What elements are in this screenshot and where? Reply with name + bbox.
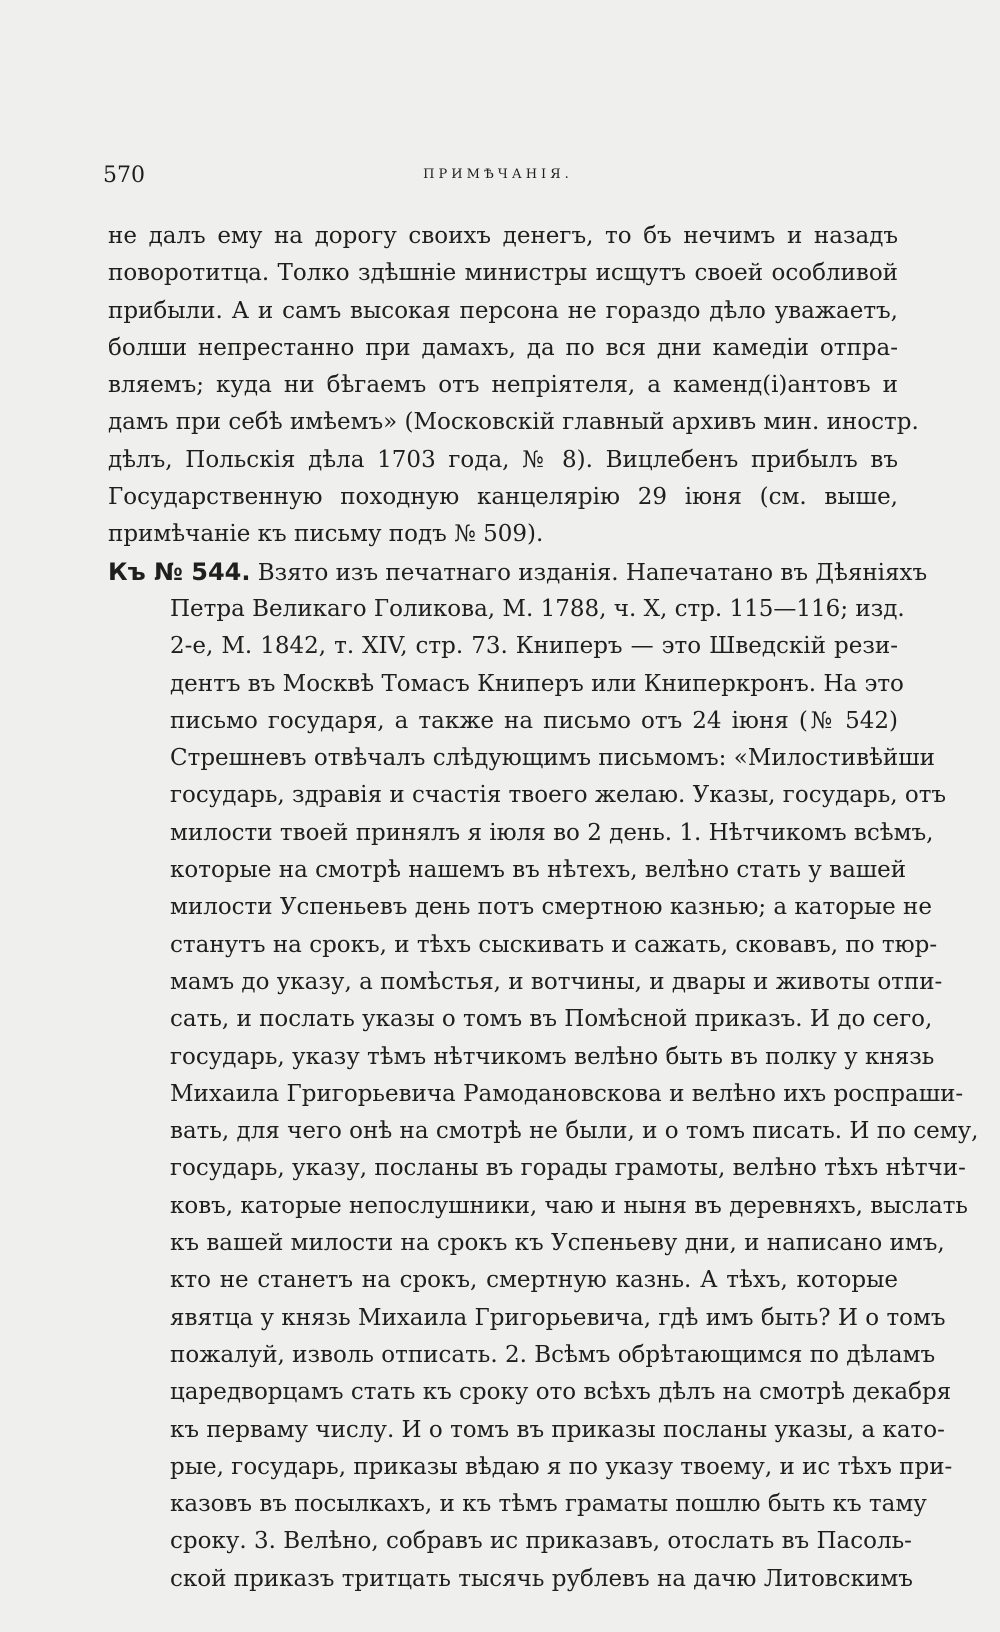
note-first-line xyxy=(108,554,928,591)
text-line: къ перваму числу. И о томъ въ приказы посланы указы, а като- xyxy=(170,1416,945,1443)
running-title: ПРИМѢЧАНІЯ. xyxy=(423,167,573,182)
text-line: пожалуй, изволь отписать. 2. Всѣмъ обрѣтающимся по дѣламъ xyxy=(170,1341,936,1368)
text-line: не далъ ему на дорогу своихъ денегъ, то бъ нечимъ и назадъ xyxy=(108,223,898,249)
text-line: Взято изъ печатнаго изданія. Напечатано въ Дѣяніяхъ xyxy=(257,559,928,586)
text-line: ской приказъ тритцать тысячь рублевъ на дачю Литовскимъ xyxy=(170,1565,913,1592)
note-544 xyxy=(108,554,979,1598)
text-line: сать, и послать указы о томъ въ Помѣсной приказъ. И до сего, xyxy=(170,1006,933,1033)
text-line: къ вашей милости на срокъ къ Успеньеву дни, и написано имъ, xyxy=(170,1230,945,1257)
note-marker: Къ № 544. xyxy=(108,557,251,586)
text-line: мамъ до указу, а помѣстья, и вотчины, и двары и животы отпи- xyxy=(170,968,943,995)
text-line: примѣчаніе къ письму подъ № 509). xyxy=(108,521,544,548)
text-line: 2-е, М. 1842, т. XIV, стр. 73. Книперъ — это Шведскій рези- xyxy=(170,633,898,660)
body-text xyxy=(108,218,979,1598)
text-line: государь, здравія и счастія твоего желаю. Указы, государь, отъ xyxy=(170,782,947,809)
text-line: царедворцамъ стать къ сроку ото всѣхъ дѣлъ на смотрѣ декабря xyxy=(170,1379,952,1406)
text-line: дентъ въ Москвѣ Томасъ Книперъ или Книперкронъ. На это xyxy=(170,670,904,697)
text-line: письмо государя, а также на письмо отъ 24 іюня (№ 542) xyxy=(170,707,898,734)
text-line: милости Успеньевъ день потъ смертною казнью; а каторые не xyxy=(170,894,932,921)
text-line: государь, указу, посланы въ горады грамоты, велѣно тѣхъ нѣтчи- xyxy=(170,1155,966,1182)
text-line: милости твоей принялъ я іюля во 2 день. 1. Нѣтчикомъ всѣмъ, xyxy=(170,819,934,846)
page-header xyxy=(103,163,893,193)
paragraph-continuation xyxy=(108,218,919,554)
text-line: государь, указу тѣмъ нѣтчикомъ велѣно быть въ полку у князь xyxy=(170,1043,935,1070)
text-line: Петра Великаго Голикова, М. 1788, ч. X, стр. 115—116; изд. xyxy=(170,595,905,622)
text-line: дѣлъ, Польскія дѣла 1703 года, № 8). Вицлебенъ прибылъ въ xyxy=(108,446,898,473)
text-line: станутъ на срокъ, и тѣхъ сыскивать и сажать, сковавъ, по тюр- xyxy=(170,931,938,958)
text-line: прибыли. А и самъ высокая персона не гораздо дѣло уважаетъ, xyxy=(108,297,898,324)
text-line: Государственную походную канцелярію 29 іюня (см. выше, xyxy=(108,484,898,511)
text-line: сроку. 3. Велѣно, собравъ ис приказавъ, отослать въ Пасоль- xyxy=(170,1528,912,1555)
text-line: Стрешневъ отвѣчалъ слѣдующимъ письмомъ: «Милостивѣйши xyxy=(170,745,935,772)
text-line: казовъ въ посылкахъ, и къ тѣмъ граматы пошлю быть къ таму xyxy=(170,1491,927,1518)
text-line: рые, государь, приказы вѣдаю я по указу твоему, и ис тѣхъ при- xyxy=(170,1453,953,1480)
text-line: вляемъ; куда ни бѣгаемъ отъ непріятеля, а каменд(і)антовъ и xyxy=(108,372,898,399)
text-line: поворотитца. Толко здѣшніе министры исщутъ своей особливой xyxy=(108,260,898,287)
text-line: вать, для чего онѣ на смотрѣ не были, и о томъ писать. И по сему, xyxy=(170,1118,979,1145)
text-line: которые на смотрѣ нашемъ въ нѣтехъ, велѣно стать у вашей xyxy=(170,857,907,884)
text-line: болши непрестанно при дамахъ, да по вся дни камедіи отпра- xyxy=(108,334,898,361)
text-line: явятца у князь Михаила Григорьевича, гдѣ имъ быть? И о томъ xyxy=(170,1304,946,1331)
text-line: дамъ при себѣ имѣемъ» (Московскій главный архивъ мин. иностр. xyxy=(108,409,919,436)
text-line: кто не станетъ на срокъ, смертную казнь. А тѣхъ, которые xyxy=(170,1267,898,1294)
text-line: ковъ, каторые непослушники, чаю и ныня въ деревняхъ, выслать xyxy=(170,1192,968,1219)
text-line: Михаила Григорьевича Рамодановскова и велѣно ихъ роспраши- xyxy=(170,1080,964,1107)
page-number: 570 xyxy=(103,163,145,188)
